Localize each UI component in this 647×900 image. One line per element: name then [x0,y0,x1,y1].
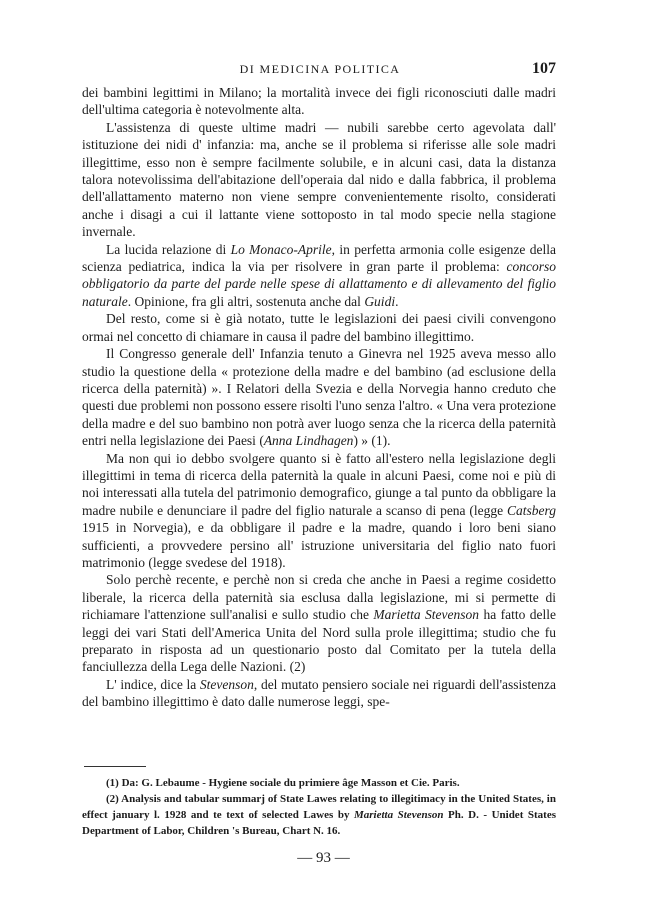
paragraph: L'assistenza di queste ultime madri — nubili sarebbe certo agevolata dall' istituzione dei nidi d' infanzia: ma, anche se il problema si riferisse alle sole madri illegittime, esso non è sempre facilmente solubile, e in alcuni casi, data la distanza talora notevolissima dell'abitazione dell'operaia dal nido e dalla fabbrica, il problema dell'allattamento materno non viene sempre convenientemente risolto, considerati anche i disagi a cui il lattante viene sottoposto in tal modo specie nella stagione invernale. [82,119,556,240]
paragraph: Ma non qui io debbo svolgere quanto si è fatto all'estero nella legislazione degli illegittimi in tema di ricerca della paternità la quale in alcuni Paesi, come noi e più di noi interessati alla tutela del patrimonio demografico, giunge a tal punto da obbligare la madre nubile e denunciare il padre del figlio naturale a scanso di pena (legge Catsberg 1915 in Norvegia), e da obbligare il padre e la madre, quando i loro beni siano sufficienti, a provvedere persino all' istruzione universitaria del figlio nato fuori matrimonio (legge svedese del 1918). [82,450,556,570]
paragraph: Il Congresso generale dell' Infanzia tenuto a Ginevra nel 1925 aveva messo allo studio la questione della « protezione della madre e del bambino (ad esclusione della ricerca della paternità) ». I Relatori della Svezia e della Norvegia hanno creduto che questi due problemi non possono essere risolti l'uno senza l'altro. « Una vera protezione della madre e del suo bambino non potrà aver luogo senza che la ricerca della paternità entri nella legislazione dei Paesi (Anna Lindhagen) » (1). [82,346,556,449]
running-title: DI MEDICINA POLITICA [239,62,401,76]
footnote: (2) Analysis and tabular summarj of State Lawes relating to illegitimacy in the United States, in effect january l. 1928 and te text of selected Lawes by Marietta Stevenson Ph. D. - Unidet States Department of Labor, Children 's Bureau, Chart N. 16. [82,793,556,837]
paragraph: L' indice, dice la Stevenson, del mutato pensiero sociale nei riguardi dell'assistenza del bambino illegittimo è dato dalle numerose leggi, spe- [82,676,556,710]
footnotes [82,775,556,839]
italic-run: Anna Lindhagen [263,433,354,449]
paragraph: Solo perchè recente, e perchè non si creda che anche in Paesi a regime cosidetto liberale, la ricerca della paternità sia esclusa dalla legislazione, mi si permette di richiamare l'attenzione sull'analisi e sullo studio che Marietta Stevenson ha fatto delle leggi dei vari Stati dell'America Unita del Nord sulla prole illegittima; studio che fu preparato in risposta ad un questionario posto dal Comitato per la tutela della fanciullezza della Lega delle Nazioni. (2) [82,572,556,675]
italic-run: Catsberg [506,502,556,518]
footnote: (1) Da: G. Lebaume - Hygiene sociale du primiere âge Masson et Cie. Paris. [106,777,460,789]
paragraph: La lucida relazione di Lo Monaco-Aprile, in perfetta armonia colle esigenze della scienza pediatrica, indica la via per risolvere in gran parte il problema: concorso obbligatorio da parte del parde nelle spese di allattamento e di allevamento del figlio naturale. Opinione, fra gli altri, sostenuta anche dal Guidi. [82,241,556,309]
folio-number: — 93 — [297,850,350,866]
paragraph: dei bambini legittimi in Milano; la mortalità invece dei figli riconosciuti dalle madri dell'ultima categoria è notevolmente alta. [82,85,556,118]
italic-run: Lo Monaco-Aprile [230,241,332,257]
italic-run: concorso obbligatorio da parte del parde nelle spese di allattamento e di allevamento del figlio naturale [82,259,556,309]
italic-run: Guidi [364,293,396,309]
italic-run: Stevenson [199,676,254,692]
running-header [82,60,558,80]
footnote-divider [84,766,146,767]
body-text [82,84,556,711]
paragraph: Del resto, come si è già notato, tutte le legislazioni dei paesi civili convengono ormai nel concetto di chiamare in causa il padre del bambino illegittimo. [82,311,556,344]
italic-run: Marietta Stevenson [353,809,444,821]
italic-run: Marietta Stevenson [373,607,480,623]
page-number: 107 [532,60,556,77]
